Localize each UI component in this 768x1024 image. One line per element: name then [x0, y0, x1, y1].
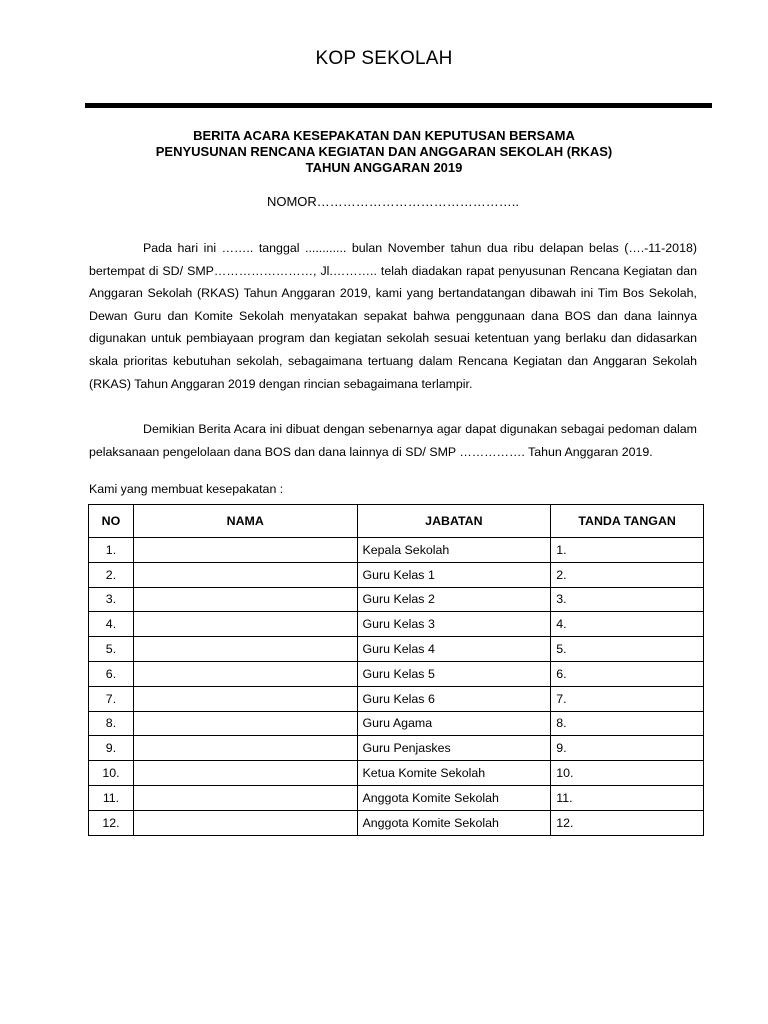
- row-number: 9.: [89, 736, 134, 761]
- header-no: NO: [89, 505, 134, 538]
- header-jabatan: JABATAN: [357, 505, 551, 538]
- letterhead-title: KOP SEKOLAH: [315, 48, 453, 69]
- row-number: 12.: [89, 810, 134, 835]
- position-cell: Anggota Komite Sekolah: [357, 785, 551, 810]
- table-intro: Kami yang membuat kesepakatan :: [89, 482, 284, 496]
- position-cell: Guru Kelas 2: [357, 587, 551, 612]
- table-row: [89, 587, 704, 612]
- title-line-3: TAHUN ANGGARAN 2019: [305, 160, 463, 175]
- signature-cell: 8.: [551, 711, 704, 736]
- table-row: [89, 661, 704, 686]
- name-cell: [133, 761, 357, 786]
- body-paragraph-2: Demikian Berita Acara ini dibuat dengan sebenarnya agar dapat digunakan sebagai pedoman dalam pelaksanaan pengelolaan dana BOS dan dana lainnya di SD/ SMP ……………. Tahun Anggaran 2019.: [89, 422, 697, 459]
- position-cell: Guru Kelas 4: [357, 637, 551, 662]
- position-cell: Kepala Sekolah: [357, 538, 551, 563]
- signature-cell: 12.: [551, 810, 704, 835]
- signature-table: [88, 504, 704, 836]
- document-number: NOMOR………………………………………..: [266, 194, 520, 209]
- position-cell: Guru Agama: [357, 711, 551, 736]
- table-row: [89, 736, 704, 761]
- row-number: 5.: [89, 637, 134, 662]
- table-row: [89, 538, 704, 563]
- name-cell: [133, 810, 357, 835]
- table-row: [89, 810, 704, 835]
- body-paragraph-1: Pada hari ini …….. tanggal ............ bulan November tahun dua ribu delapan belas (….-11-2018) bertempat di SD/ SMP……………………, Jl.……….. telah diadakan rapat penyusunan Rencana Kegiatan dan Anggaran Sekolah (RKAS) Tahun Anggaran 2019, kami yang bertandatangan dibawah ini Tim Bos Sekolah, Dewan Guru dan Komite Sekolah menyatakan sepakat bahwa penggunaan dana BOS dan dana lainnya digunakan untuk pembiayaan program dan kegiatan sekolah sesuai ketentuan yang berlaku dan didasarkan skala prioritas kebutuhan sekolah, sebagaimana tertuang dalam Rencana Kegiatan dan Anggaran Sekolah (RKAS) Tahun Anggaran 2019 dengan rincian sebagaimana terlampir.: [89, 241, 697, 391]
- table-row: [89, 785, 704, 810]
- row-number: 6.: [89, 661, 134, 686]
- signature-cell: 11.: [551, 785, 704, 810]
- name-cell: [133, 785, 357, 810]
- signature-cell: 4.: [551, 612, 704, 637]
- table-row: [89, 761, 704, 786]
- row-number: 8.: [89, 711, 134, 736]
- position-cell: Anggota Komite Sekolah: [357, 810, 551, 835]
- table-header-row: [89, 505, 704, 538]
- signature-cell: 1.: [551, 538, 704, 563]
- signature-cell: 3.: [551, 587, 704, 612]
- position-cell: Guru Kelas 5: [357, 661, 551, 686]
- position-cell: Ketua Komite Sekolah: [357, 761, 551, 786]
- row-number: 4.: [89, 612, 134, 637]
- name-cell: [133, 637, 357, 662]
- name-cell: [133, 711, 357, 736]
- signature-cell: 6.: [551, 661, 704, 686]
- table-row: [89, 562, 704, 587]
- name-cell: [133, 612, 357, 637]
- letterhead-divider: [85, 103, 712, 108]
- position-cell: Guru Kelas 6: [357, 686, 551, 711]
- signature-cell: 7.: [551, 686, 704, 711]
- header-nama: NAMA: [133, 505, 357, 538]
- table-row: [89, 686, 704, 711]
- signature-cell: 10.: [551, 761, 704, 786]
- position-cell: Guru Kelas 3: [357, 612, 551, 637]
- row-number: 3.: [89, 587, 134, 612]
- name-cell: [133, 538, 357, 563]
- table-row: [89, 637, 704, 662]
- row-number: 11.: [89, 785, 134, 810]
- name-cell: [133, 686, 357, 711]
- header-tanda-tangan: TANDA TANGAN: [551, 505, 704, 538]
- row-number: 7.: [89, 686, 134, 711]
- row-number: 1.: [89, 538, 134, 563]
- position-cell: Guru Kelas 1: [357, 562, 551, 587]
- row-number: 2.: [89, 562, 134, 587]
- document-title: [0, 128, 768, 176]
- signature-cell: 2.: [551, 562, 704, 587]
- table-row: [89, 612, 704, 637]
- name-cell: [133, 562, 357, 587]
- name-cell: [133, 736, 357, 761]
- title-line-1: BERITA ACARA KESEPAKATAN DAN KEPUTUSAN BERSAMA: [193, 128, 575, 143]
- table-row: [89, 711, 704, 736]
- position-cell: Guru Penjaskes: [357, 736, 551, 761]
- row-number: 10.: [89, 761, 134, 786]
- name-cell: [133, 661, 357, 686]
- signature-cell: 9.: [551, 736, 704, 761]
- signature-cell: 5.: [551, 637, 704, 662]
- name-cell: [133, 587, 357, 612]
- title-line-2: PENYUSUNAN RENCANA KEGIATAN DAN ANGGARAN SEKOLAH (RKAS): [155, 144, 613, 159]
